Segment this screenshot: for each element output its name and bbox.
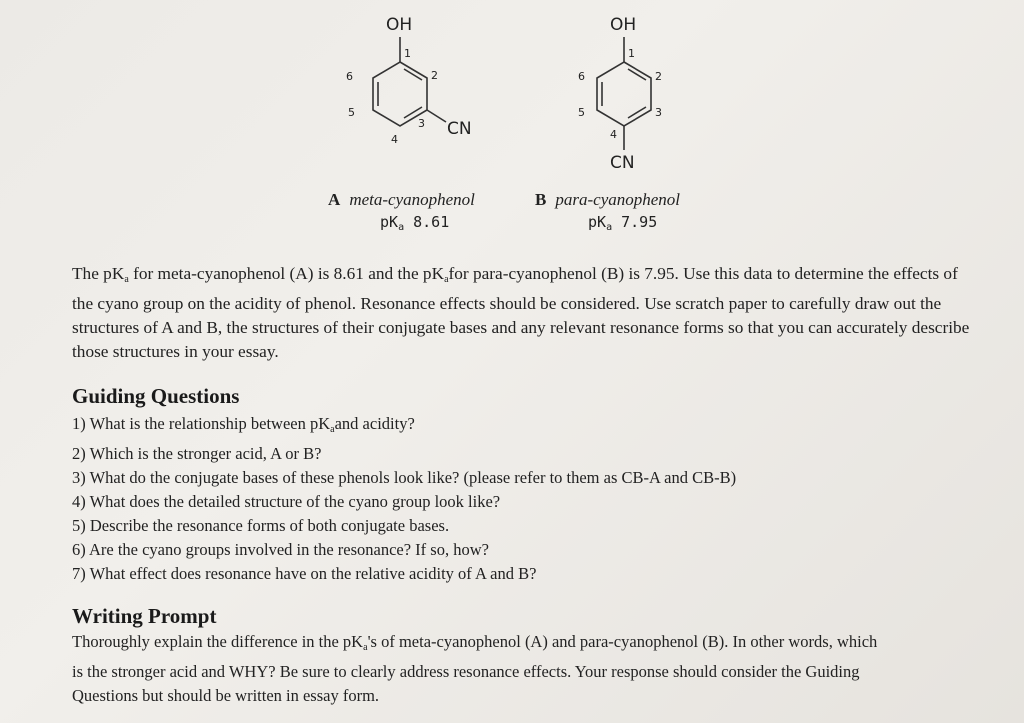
pka-b-value: 7.95 bbox=[621, 213, 658, 231]
oh-label-b: OH bbox=[610, 15, 637, 35]
pka-a-sub: a bbox=[398, 222, 405, 233]
pos-3-b: 3 bbox=[655, 106, 662, 119]
pka-a-label: pK bbox=[380, 213, 399, 231]
writing-sub: a bbox=[363, 642, 368, 653]
pos-1-b: 1 bbox=[628, 47, 635, 60]
caption-a-name: meta-cyanophenol bbox=[349, 190, 475, 209]
question-2: 2) Which is the stronger acid, A or B? bbox=[72, 444, 322, 463]
intro-part1: The pK bbox=[72, 264, 125, 283]
pos-1-a: 1 bbox=[404, 47, 411, 60]
oh-label-a: OH bbox=[386, 15, 413, 35]
cn-label-b: CN bbox=[610, 153, 635, 173]
caption-a-letter: A bbox=[328, 190, 341, 209]
guiding-questions-title: Guiding Questions bbox=[72, 384, 240, 408]
pos-5-b: 5 bbox=[578, 106, 585, 119]
caption-a bbox=[328, 190, 475, 210]
structure-b bbox=[597, 37, 651, 150]
pos-2-b: 2 bbox=[655, 70, 662, 83]
guiding-questions-list bbox=[72, 412, 736, 586]
question-7: 7) What effect does resonance have on the relative acidity of A and B? bbox=[72, 564, 537, 583]
intro-sub2: a bbox=[444, 274, 449, 285]
question-1-part1: 1) What is the relationship between pK bbox=[72, 414, 331, 433]
pos-5-a: 5 bbox=[348, 106, 355, 119]
intro-part2: for meta-cyanophenol (A) is 8.61 and the pK bbox=[128, 264, 445, 283]
writing-part1: Thoroughly explain the difference in the pK bbox=[72, 632, 364, 651]
question-1-sub: a bbox=[330, 424, 335, 435]
pos-4-b: 4 bbox=[610, 128, 617, 141]
pos-3-a: 3 bbox=[418, 117, 425, 130]
caption-b bbox=[535, 190, 680, 210]
pka-a bbox=[380, 213, 449, 233]
intro-part3: for para-cyanophenol (B) is 7.95. Use this data to determine the effects of the cyano group on the acidity of phenol. Resonance effects should be considered. Use scratch paper to carefully draw out the structures of A and B, the structures of their conjugate bases and any relevant resonance forms so that you can accurately describe those structures in your essay. bbox=[72, 264, 970, 361]
writing-prompt-title: Writing Prompt bbox=[72, 604, 217, 628]
question-5: 5) Describe the resonance forms of both conjugate bases. bbox=[72, 516, 450, 535]
bond-cn-a bbox=[427, 110, 446, 122]
pos-2-a: 2 bbox=[431, 69, 438, 82]
pka-b bbox=[588, 213, 657, 233]
pos-6-b: 6 bbox=[578, 70, 585, 83]
question-1 bbox=[72, 412, 736, 442]
pos-6-a: 6 bbox=[346, 70, 353, 83]
writing-part2: 's of meta-cyanophenol (A) and para-cyanophenol (B). In other words, which is the stronger acid and WHY? Be sure to clearly address resonance effects. Your response should consider the Guiding Questions but should be written in essay form. bbox=[72, 632, 878, 705]
structures-figure bbox=[0, 0, 1024, 260]
intro-paragraph bbox=[72, 262, 982, 364]
pka-b-sub: a bbox=[606, 222, 613, 233]
pka-b-label: pK bbox=[588, 213, 607, 231]
cn-label-a: CN bbox=[447, 119, 472, 139]
question-3: 3) What do the conjugate bases of these phenols look like? (please refer to them as CB-A and CB-B) bbox=[72, 468, 737, 487]
pos-4-a: 4 bbox=[391, 133, 398, 146]
question-6: 6) Are the cyano groups involved in the resonance? If so, how? bbox=[72, 540, 489, 559]
intro-sub1: a bbox=[124, 274, 129, 285]
question-4: 4) What does the detailed structure of the cyano group look like? bbox=[72, 492, 501, 511]
question-1-part2: and acidity? bbox=[334, 414, 415, 433]
caption-b-letter: B bbox=[535, 190, 547, 209]
pka-a-value: 8.61 bbox=[413, 213, 450, 231]
benzene-ring-b bbox=[597, 62, 651, 126]
writing-prompt-text bbox=[72, 630, 892, 708]
caption-b-name: para-cyanophenol bbox=[555, 190, 681, 209]
